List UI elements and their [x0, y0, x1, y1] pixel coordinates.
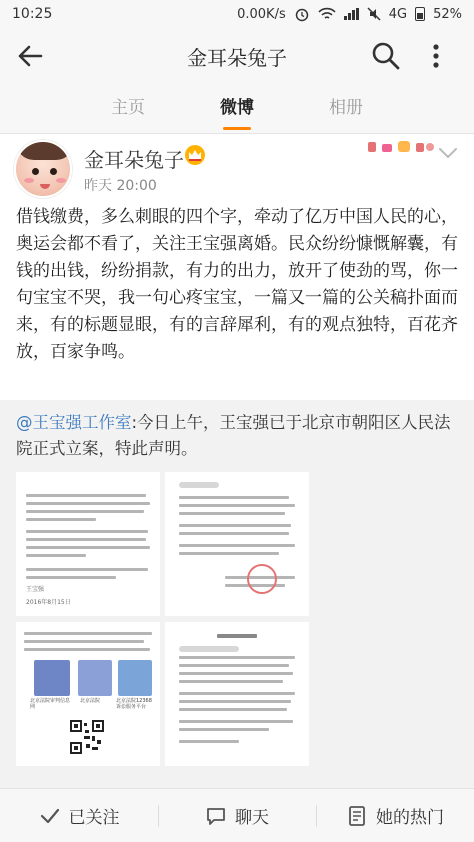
follow-button[interactable] — [0, 789, 158, 842]
profile-tabs — [0, 84, 474, 134]
tab-weibo[interactable]: 微博 — [197, 84, 277, 134]
chat-label: 聊天 — [235, 808, 269, 828]
battery-icon — [415, 7, 425, 21]
alarm-icon — [294, 6, 310, 22]
back-button[interactable] — [0, 28, 60, 84]
network-type: 4G — [388, 6, 408, 22]
tab-album[interactable]: 相册 — [329, 98, 363, 118]
post-header — [0, 134, 474, 204]
repost-image-1[interactable] — [16, 472, 160, 616]
repost-image-4[interactable] — [165, 622, 309, 766]
search-icon — [370, 40, 402, 72]
search-button[interactable] — [370, 40, 402, 72]
court-site-label: 北京法院审判信息网 — [30, 698, 71, 710]
status-indicators — [237, 6, 462, 22]
court-hotline-label: 北京法院12368诉讼服务平台 — [116, 698, 152, 710]
follow-label: 已关注 — [68, 808, 120, 828]
crown-badge-icon — [184, 144, 206, 166]
top-bar — [0, 28, 474, 84]
repost-image-3[interactable] — [16, 622, 160, 766]
repost-image-2[interactable] — [165, 472, 309, 616]
battery-level: 52% — [433, 6, 462, 22]
qr-code-icon — [70, 720, 104, 754]
court-app-label: 北京法院 — [80, 698, 101, 704]
document-signature: 王宝强 — [26, 586, 45, 593]
bottom-bar — [0, 788, 474, 842]
document-list-icon — [346, 805, 368, 827]
document-date: 2016年8月15日 — [26, 599, 71, 606]
more-button[interactable] — [420, 40, 452, 72]
hot-posts-button[interactable] — [316, 789, 474, 842]
status-time: 10:25 — [12, 6, 53, 22]
court-site-card-icon — [34, 660, 70, 696]
arrow-left-icon — [16, 42, 44, 70]
username[interactable]: 金耳朵兔子 — [84, 148, 184, 172]
chat-bubble-icon — [205, 805, 227, 827]
page-title: 金耳朵兔子 — [187, 45, 287, 70]
net-speed: 0.00K/s — [237, 6, 286, 22]
repost-author-link[interactable]: @王宝强工作室 — [16, 413, 132, 432]
status-bar — [0, 0, 474, 28]
red-seal-icon — [247, 564, 277, 594]
wifi-icon — [318, 7, 336, 21]
repost-card[interactable] — [0, 400, 474, 788]
card-decoration-icon — [366, 138, 436, 154]
more-vertical-icon — [420, 40, 452, 72]
post-text: 借钱缴费，多么刺眼的四个字，牵动了亿万中国人民的心，奥运会都不看了，关注王宝强离婚。民众纷纷慷慨解囊，有钱的出钱，纷纷捐款，有力的出力，放开了使劲的骂，你一句宝宝不哭，我一句心疼宝宝，一篇又一篇的公关稿扑面而来，有的标题显眼，有的言辞犀利，有的观点独特，百花齐放，百家争鸣。 — [16, 207, 458, 362]
mute-icon — [367, 7, 381, 21]
repost-body: :今日上午，王宝强已于北京市朝阳区人民法院正式立案，特此声明。 — [16, 413, 451, 458]
avatar[interactable] — [14, 140, 72, 198]
tab-home[interactable]: 主页 — [111, 98, 145, 118]
hot-posts-label: 她的热门 — [376, 808, 444, 828]
check-icon — [39, 805, 61, 827]
chat-button[interactable] — [158, 789, 316, 842]
repost-text — [16, 410, 464, 462]
signal-icon — [344, 8, 359, 20]
court-hotline-card-icon — [118, 660, 152, 696]
post-time: 昨天 20:00 — [84, 178, 157, 194]
court-app-card-icon — [78, 660, 112, 696]
chevron-down-icon[interactable] — [438, 146, 458, 160]
